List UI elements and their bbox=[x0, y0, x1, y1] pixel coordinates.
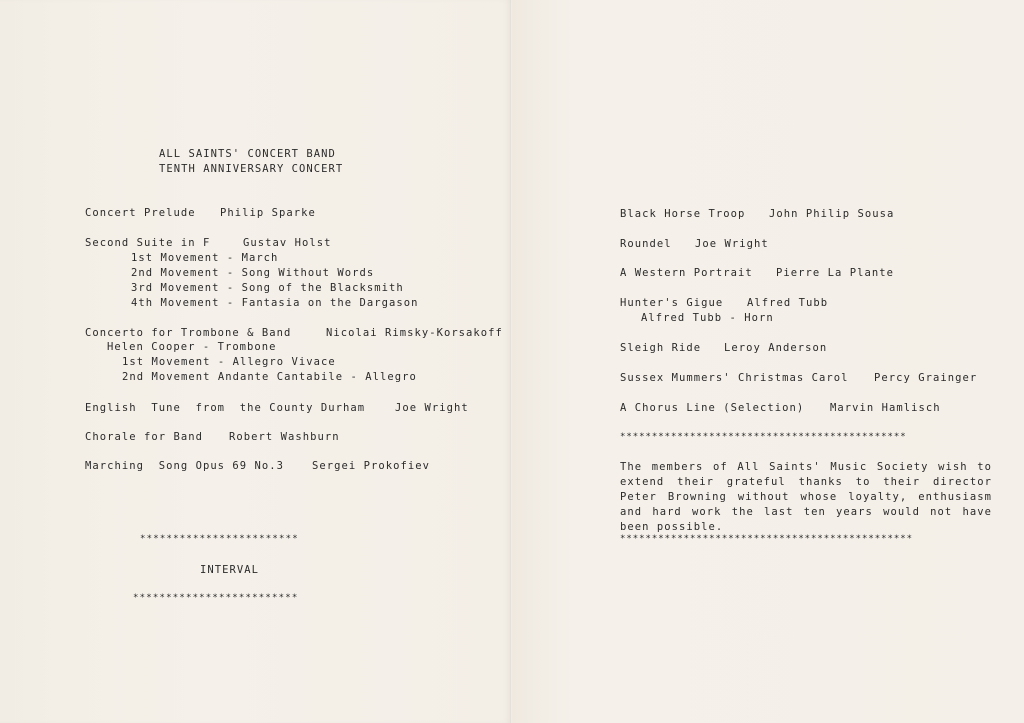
composer: Philip Sparke bbox=[220, 207, 316, 219]
piece-title: Second Suite in F bbox=[85, 237, 211, 249]
piece-title: Black Horse Troop bbox=[620, 208, 746, 220]
piece-title: Concerto for Trombone & Band bbox=[85, 327, 292, 339]
divider-stars: ********************************************** bbox=[620, 534, 913, 544]
movement: 2nd Movement Andante Cantabile - Allegro bbox=[122, 371, 417, 383]
movement: 3rd Movement - Song of the Blacksmith bbox=[131, 282, 404, 294]
movement: 1st Movement - Allegro Vivace bbox=[122, 356, 336, 368]
soloist: Helen Cooper - Trombone bbox=[107, 341, 277, 353]
piece-title: Sussex Mummers' Christmas Carol bbox=[620, 372, 849, 384]
piece-title: Marching Song Opus 69 No.3 bbox=[85, 460, 285, 472]
piece-title: Roundel bbox=[620, 238, 672, 250]
composer: Sergei Prokofiev bbox=[312, 460, 430, 472]
divider-stars: ********************************************* bbox=[620, 432, 907, 442]
composer: Alfred Tubb bbox=[747, 297, 829, 309]
composer: Marvin Hamlisch bbox=[830, 402, 941, 414]
divider-stars: ************************* bbox=[133, 593, 299, 603]
header-line-1: ALL SAINTS' CONCERT BAND bbox=[159, 148, 336, 160]
composer: Pierre La Plante bbox=[776, 267, 894, 279]
composer: Nicolai Rimsky-Korsakoff bbox=[326, 327, 503, 339]
movement: 4th Movement - Fantasia on the Dargason bbox=[131, 297, 419, 309]
right-page bbox=[512, 0, 1024, 723]
piece-title: A Chorus Line (Selection) bbox=[620, 402, 805, 414]
composer: Leroy Anderson bbox=[724, 342, 828, 354]
composer: Joe Wright bbox=[395, 402, 469, 414]
piece-title: Concert Prelude bbox=[85, 207, 196, 219]
composer: Percy Grainger bbox=[874, 372, 978, 384]
movement: 1st Movement - March bbox=[131, 252, 279, 264]
piece-title: Hunter's Gigue bbox=[620, 297, 724, 309]
piece-title: Sleigh Ride bbox=[620, 342, 702, 354]
composer: John Philip Sousa bbox=[769, 208, 895, 220]
composer: Robert Washburn bbox=[229, 431, 340, 443]
composer: Gustav Holst bbox=[243, 237, 332, 249]
piece-title: Chorale for Band bbox=[85, 431, 203, 443]
header-line-2: TENTH ANNIVERSARY CONCERT bbox=[159, 163, 344, 175]
interval-label: INTERVAL bbox=[200, 564, 259, 576]
movement: 2nd Movement - Song Without Words bbox=[131, 267, 375, 279]
piece-title: A Western Portrait bbox=[620, 267, 753, 279]
thanks-paragraph: The members of All Saints' Music Society wish to extend their grateful thanks to their director Peter Browning without whose loyalty, enthusiasm and hard work the last ten years would not have been possible. bbox=[620, 461, 992, 533]
composer: Joe Wright bbox=[695, 238, 769, 250]
soloist: Alfred Tubb - Horn bbox=[641, 312, 774, 324]
piece-title: English Tune from the County Durham bbox=[85, 402, 366, 414]
divider-stars: ************************ bbox=[140, 534, 299, 544]
